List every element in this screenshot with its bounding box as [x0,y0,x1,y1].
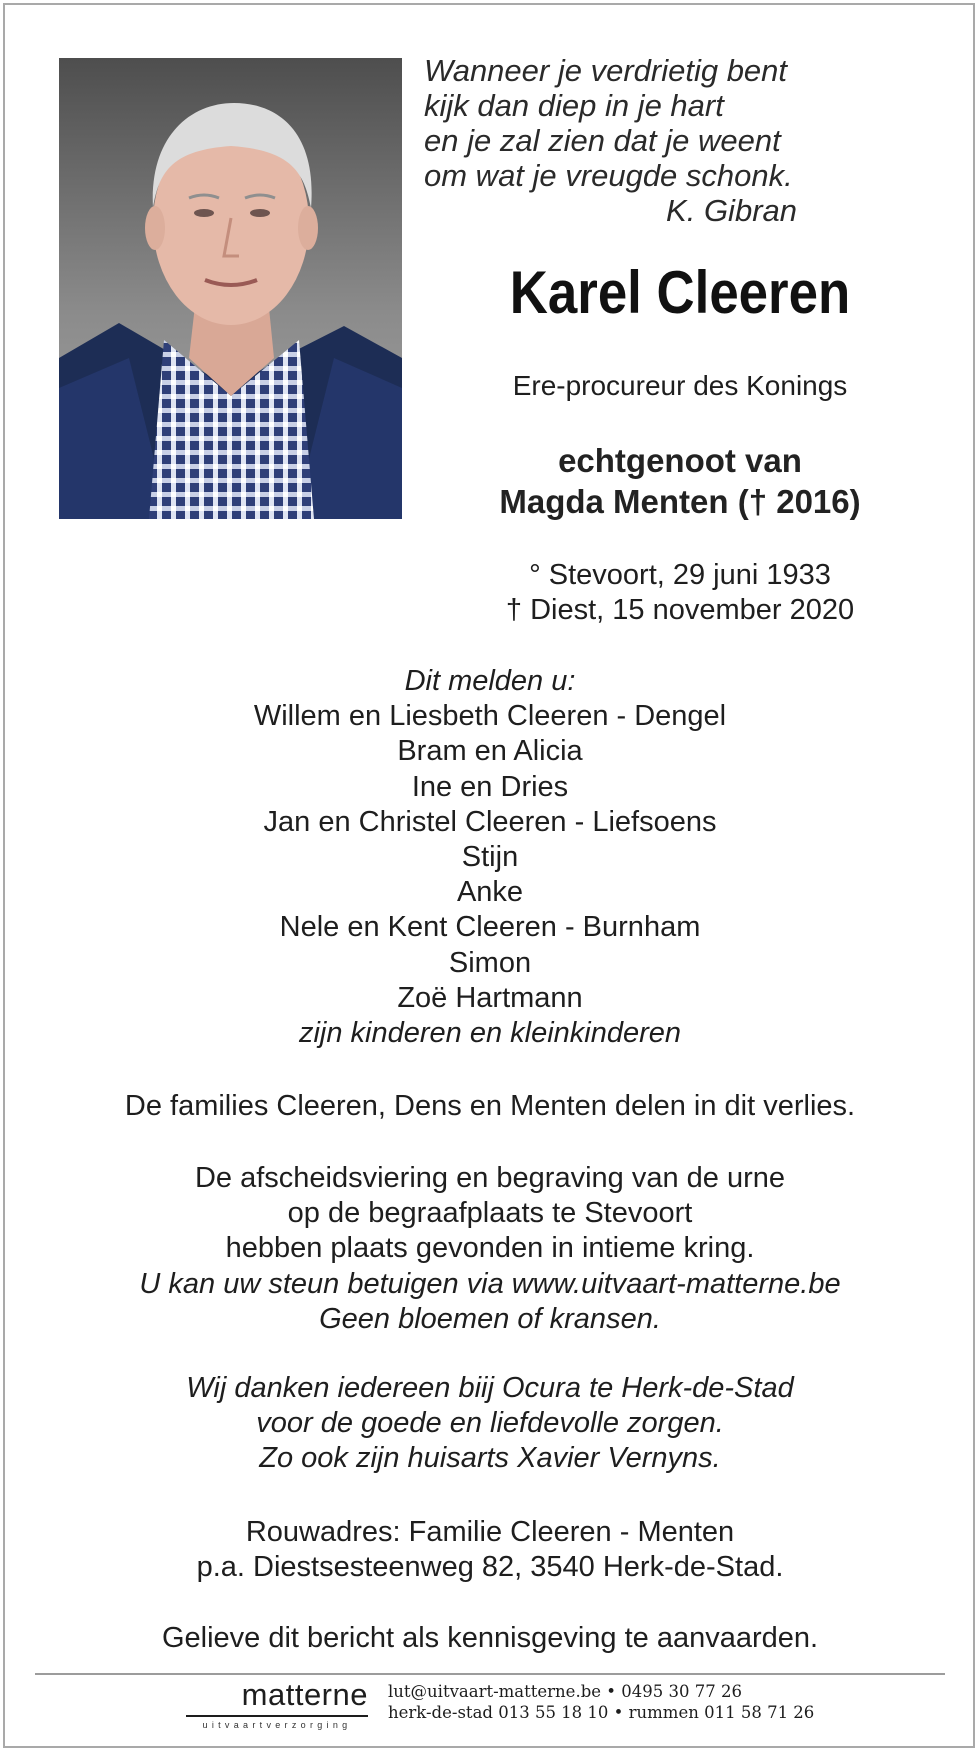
poem-line: kijk dan diep in je hart [424,88,724,123]
address-line: Rouwadres: Familie Cleeren - Menten [245,1516,735,1548]
deceased-name: Karel Cleeren [509,259,851,326]
family-member: Ine en Dries [411,770,569,803]
spouse-name: Magda Menten († 2016) [499,483,861,520]
ceremony-line: hebben plaats gevonden in intieme kring. [225,1232,755,1265]
family-member: Nele en Kent Cleeren - Burnham [279,911,701,944]
poem-line: en je zal zien dat je weent [424,123,781,158]
contact-line: lut@uitvaart-matterne.be • 0495 30 77 26 [388,1682,742,1701]
address-line: p.a. Diestsesteenweg 82, 3540 Herk-de-Stad. [196,1551,784,1584]
ceremony-line: De afscheidsviering en begraving van de urne [194,1162,786,1194]
footer-divider [35,1673,945,1675]
family-member: Zoë Hartmann [397,981,583,1014]
matterne-logo [186,1677,368,1729]
footer-contact [388,1681,814,1723]
ceremony-block [40,1161,940,1337]
announcement-intro: Dit melden u: [404,665,576,697]
memorial-poem [424,53,824,228]
life-dates [440,558,920,628]
poem-line: Wanneer je verdrietig bent [424,53,788,88]
family-member: Simon [448,946,532,979]
ceremony-support-line: U kan uw steun betuigen via www.uitvaart-matterne.be [139,1267,841,1300]
birth-date: ° Stevoort, 29 juni 1933 [529,559,831,591]
thanks-line: Zo ook zijn huisarts Xavier Vernyns. [259,1442,721,1475]
deceased-title: Ere-procureur des Konings [512,370,848,401]
spouse-block [440,440,920,522]
family-member: Willem en Liesbeth Cleeren - Dengel [253,700,727,733]
closing-line [40,1621,940,1656]
closing-text: Gelieve dit bericht als kennisgeving te aanvaarden. [161,1622,819,1654]
address-block [40,1515,940,1585]
announcement-block [40,664,940,1051]
death-date: † Diest, 15 november 2020 [505,594,855,626]
family-member: Stijn [461,841,519,874]
thanks-line: Wij danken iedereen biij Ocura te Herk-de-Stad [186,1372,794,1404]
logo-name: matterne [241,1677,368,1712]
poem-line: om wat je vreugde schonk. [424,158,793,193]
thanks-line: voor de goede en liefdevolle zorgen. [256,1407,724,1440]
logo-subtitle: uitvaartverzorging [202,1720,352,1730]
families-text: De families Cleeren, Dens en Menten delen in dit verlies. [124,1090,856,1122]
ceremony-line: op de begraafplaats te Stevoort [287,1197,693,1230]
contact-line: herk-de-stad 013 55 18 10 • rummen 011 58 71 26 [388,1703,815,1722]
spouse-intro: echtgenoot van [558,442,802,479]
poem-author: K. Gibran [666,193,797,228]
family-member: Anke [456,876,524,909]
thanks-block [40,1371,940,1477]
families-line [40,1089,940,1124]
family-member: Bram en Alicia [397,735,583,768]
logo-underline [186,1715,368,1717]
ceremony-flowers-line: Geen bloemen of kransen. [319,1302,661,1335]
announcement-outro: zijn kinderen en kleinkinderen [298,1017,682,1050]
family-member: Jan en Christel Cleeren - Liefsoens [263,805,717,838]
portrait-photo [59,58,402,519]
